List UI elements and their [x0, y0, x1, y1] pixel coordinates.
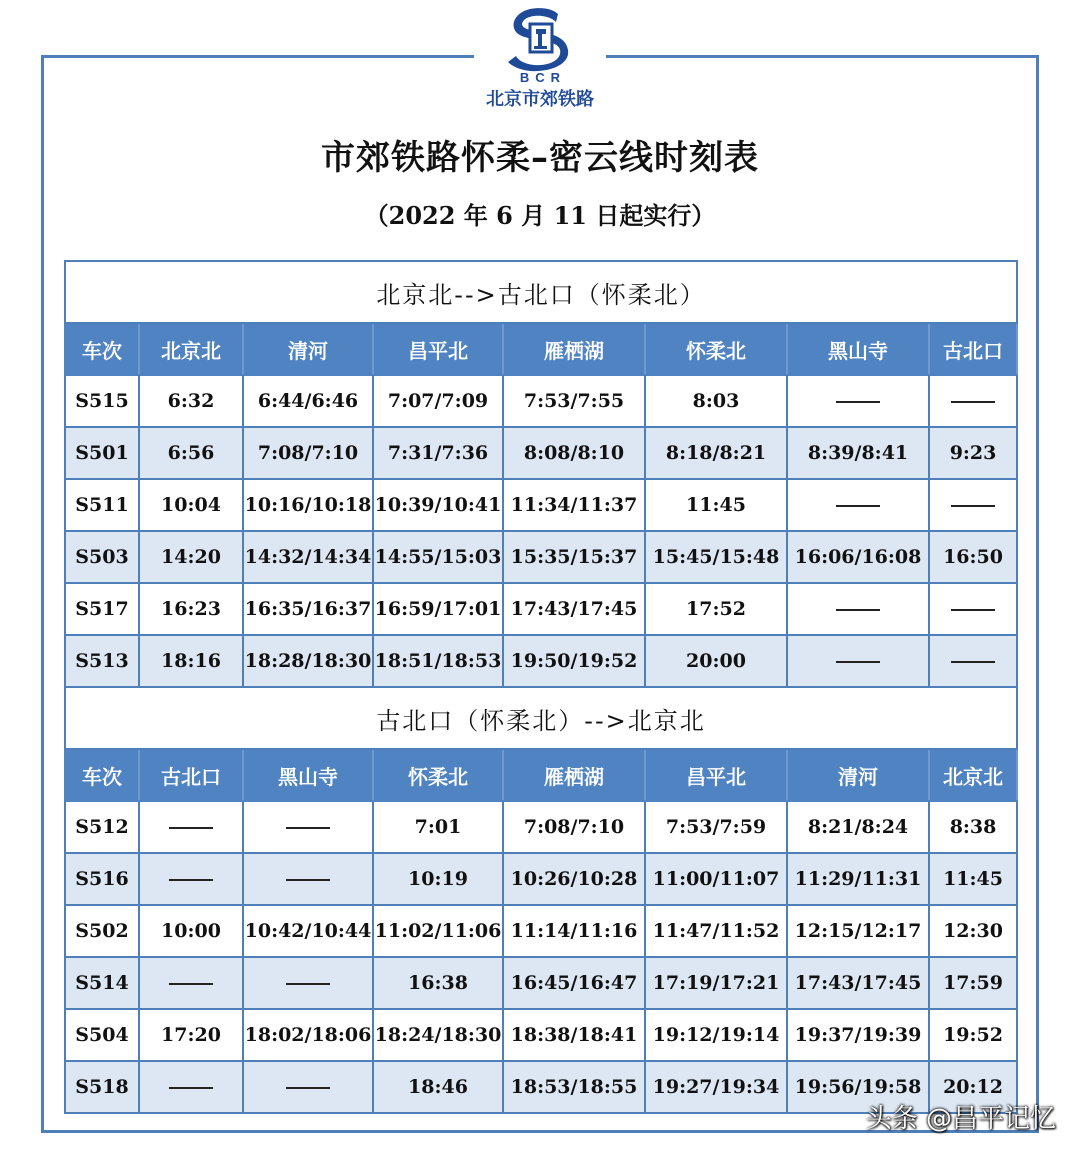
time-cell: 17:43/17:45 — [787, 957, 929, 1009]
inbound-header-row — [65, 749, 1017, 801]
column-header: 车次 — [65, 323, 139, 375]
column-header: 北京北 — [139, 323, 243, 375]
train-number: S517 — [65, 583, 139, 635]
inbound-title: 古北口（怀柔北）-->北京北 — [65, 687, 1017, 749]
time-cell: 16:35/16:37 — [243, 583, 373, 635]
time-cell: 6:44/6:46 — [243, 375, 373, 427]
no-stop-dash — [169, 827, 213, 829]
column-header: 昌平北 — [645, 749, 787, 801]
train-number: S511 — [65, 479, 139, 531]
time-cell: 7:31/7:36 — [373, 427, 503, 479]
time-cell: 18:51/18:53 — [373, 635, 503, 687]
no-stop-dash — [286, 1087, 330, 1089]
time-cell: 19:12/19:14 — [645, 1009, 787, 1061]
time-cell — [929, 479, 1017, 531]
column-header: 黑山寺 — [787, 323, 929, 375]
table-row — [65, 531, 1017, 583]
logo-letters: BCR — [519, 70, 567, 85]
time-cell: 14:55/15:03 — [373, 531, 503, 583]
table-row — [65, 583, 1017, 635]
column-header: 怀柔北 — [373, 749, 503, 801]
train-number: S503 — [65, 531, 139, 583]
time-cell: 8:21/8:24 — [787, 801, 929, 853]
time-cell: 7:53/7:55 — [503, 375, 645, 427]
train-number: S513 — [65, 635, 139, 687]
train-number: S515 — [65, 375, 139, 427]
page-title: 市郊铁路怀柔–密云线时刻表 — [321, 138, 759, 178]
train-number: S504 — [65, 1009, 139, 1061]
time-cell: 8:38 — [929, 801, 1017, 853]
time-cell: 7:53/7:59 — [645, 801, 787, 853]
time-cell: 18:02/18:06 — [243, 1009, 373, 1061]
table-row — [65, 905, 1017, 957]
time-cell: 18:24/18:30 — [373, 1009, 503, 1061]
time-cell: 10:19 — [373, 853, 503, 905]
organization-name: 北京市郊铁路 — [486, 89, 594, 110]
column-header: 黑山寺 — [243, 749, 373, 801]
table-row — [65, 375, 1017, 427]
time-cell — [139, 853, 243, 905]
train-number: S518 — [65, 1061, 139, 1113]
column-header: 昌平北 — [373, 323, 503, 375]
time-cell: 11:45 — [929, 853, 1017, 905]
time-cell: 17:59 — [929, 957, 1017, 1009]
table-row — [65, 479, 1017, 531]
time-cell: 16:38 — [373, 957, 503, 1009]
time-cell — [787, 375, 929, 427]
time-cell — [243, 957, 373, 1009]
column-header: 古北口 — [139, 749, 243, 801]
outbound-header-row — [65, 323, 1017, 375]
time-cell — [243, 1061, 373, 1113]
table-row — [65, 853, 1017, 905]
time-cell: 10:04 — [139, 479, 243, 531]
time-cell: 14:20 — [139, 531, 243, 583]
time-cell — [929, 635, 1017, 687]
time-cell: 18:46 — [373, 1061, 503, 1113]
column-header: 车次 — [65, 749, 139, 801]
table-row — [65, 801, 1017, 853]
time-cell: 11:29/11:31 — [787, 853, 929, 905]
time-cell — [243, 801, 373, 853]
time-cell — [787, 635, 929, 687]
no-stop-dash — [951, 661, 995, 663]
time-cell: 6:56 — [139, 427, 243, 479]
effective-date: （2022 年 6 月 11 日起实行） — [364, 201, 716, 230]
no-stop-dash — [286, 827, 330, 829]
no-stop-dash — [836, 401, 880, 403]
time-cell: 9:23 — [929, 427, 1017, 479]
column-header: 清河 — [243, 323, 373, 375]
column-header: 雁栖湖 — [503, 749, 645, 801]
train-number: S512 — [65, 801, 139, 853]
time-cell: 20:00 — [645, 635, 787, 687]
time-cell — [929, 375, 1017, 427]
time-cell: 18:16 — [139, 635, 243, 687]
table-row — [65, 427, 1017, 479]
time-cell: 17:19/17:21 — [645, 957, 787, 1009]
time-cell — [787, 583, 929, 635]
time-cell — [787, 479, 929, 531]
timetable-table — [64, 260, 1018, 1114]
train-number: S501 — [65, 427, 139, 479]
column-header: 古北口 — [929, 323, 1017, 375]
time-cell: 11:14/11:16 — [503, 905, 645, 957]
table-row — [65, 1009, 1017, 1061]
time-cell: 11:00/11:07 — [645, 853, 787, 905]
time-cell: 12:15/12:17 — [787, 905, 929, 957]
no-stop-dash — [836, 661, 880, 663]
time-cell: 19:52 — [929, 1009, 1017, 1061]
time-cell — [139, 801, 243, 853]
train-number: S516 — [65, 853, 139, 905]
bcr-logo-icon — [500, 4, 580, 72]
time-cell: 7:08/7:10 — [503, 801, 645, 853]
inbound-section — [65, 687, 1017, 1113]
no-stop-dash — [169, 983, 213, 985]
time-cell: 7:08/7:10 — [243, 427, 373, 479]
time-cell: 11:47/11:52 — [645, 905, 787, 957]
time-cell: 17:52 — [645, 583, 787, 635]
no-stop-dash — [951, 609, 995, 611]
time-cell: 7:07/7:09 — [373, 375, 503, 427]
time-cell: 18:28/18:30 — [243, 635, 373, 687]
no-stop-dash — [286, 983, 330, 985]
table-row — [65, 635, 1017, 687]
time-cell: 6:32 — [139, 375, 243, 427]
time-cell — [929, 583, 1017, 635]
no-stop-dash — [836, 505, 880, 507]
time-cell — [139, 1061, 243, 1113]
time-cell: 18:38/18:41 — [503, 1009, 645, 1061]
time-cell: 16:50 — [929, 531, 1017, 583]
time-cell: 16:23 — [139, 583, 243, 635]
train-number: S502 — [65, 905, 139, 957]
column-header: 雁栖湖 — [503, 323, 645, 375]
time-cell: 12:30 — [929, 905, 1017, 957]
time-cell: 8:39/8:41 — [787, 427, 929, 479]
time-cell: 8:03 — [645, 375, 787, 427]
time-cell: 15:35/15:37 — [503, 531, 645, 583]
time-cell: 16:45/16:47 — [503, 957, 645, 1009]
time-cell: 17:20 — [139, 1009, 243, 1061]
time-cell: 8:08/8:10 — [503, 427, 645, 479]
time-cell: 16:59/17:01 — [373, 583, 503, 635]
time-cell: 14:32/14:34 — [243, 531, 373, 583]
time-cell: 19:37/19:39 — [787, 1009, 929, 1061]
column-header: 怀柔北 — [645, 323, 787, 375]
time-cell: 11:02/11:06 — [373, 905, 503, 957]
logo — [474, 4, 606, 124]
time-cell: 19:27/19:34 — [645, 1061, 787, 1113]
time-cell: 20:12 — [929, 1061, 1017, 1113]
watermark: 头条 @昌平记忆 — [865, 1104, 1056, 1134]
time-cell — [139, 957, 243, 1009]
time-cell: 10:42/10:44 — [243, 905, 373, 957]
no-stop-dash — [169, 1087, 213, 1089]
time-cell: 10:16/10:18 — [243, 479, 373, 531]
time-cell — [243, 853, 373, 905]
time-cell: 19:50/19:52 — [503, 635, 645, 687]
time-cell: 11:34/11:37 — [503, 479, 645, 531]
train-number: S514 — [65, 957, 139, 1009]
time-cell: 17:43/17:45 — [503, 583, 645, 635]
no-stop-dash — [951, 505, 995, 507]
time-cell: 15:45/15:48 — [645, 531, 787, 583]
time-cell: 10:39/10:41 — [373, 479, 503, 531]
no-stop-dash — [836, 609, 880, 611]
time-cell: 10:26/10:28 — [503, 853, 645, 905]
time-cell: 10:00 — [139, 905, 243, 957]
time-cell: 8:18/8:21 — [645, 427, 787, 479]
outbound-title: 北京北-->古北口（怀柔北） — [65, 261, 1017, 323]
table-row — [65, 957, 1017, 1009]
time-cell: 18:53/18:55 — [503, 1061, 645, 1113]
time-cell: 11:45 — [645, 479, 787, 531]
column-header: 北京北 — [929, 749, 1017, 801]
column-header: 清河 — [787, 749, 929, 801]
time-cell: 16:06/16:08 — [787, 531, 929, 583]
time-cell: 19:56/19:58 — [787, 1061, 929, 1113]
no-stop-dash — [951, 401, 995, 403]
timetable — [64, 260, 1016, 1114]
no-stop-dash — [169, 879, 213, 881]
outbound-section — [65, 261, 1017, 687]
time-cell: 7:01 — [373, 801, 503, 853]
no-stop-dash — [286, 879, 330, 881]
